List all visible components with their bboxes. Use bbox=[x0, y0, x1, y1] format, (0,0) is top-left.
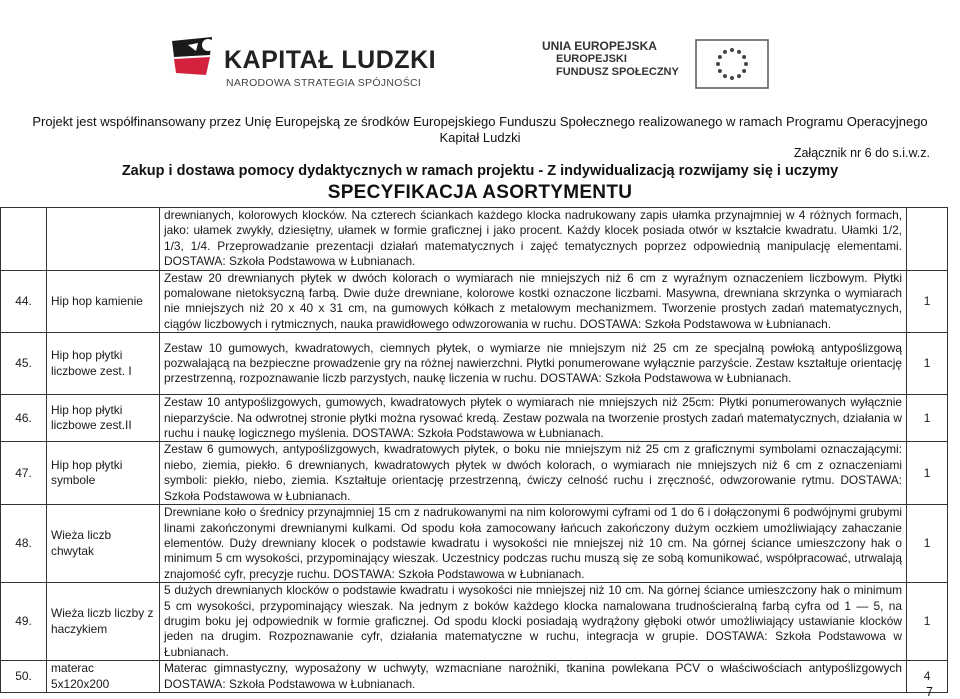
page-number: 7 bbox=[926, 685, 933, 699]
cofinancing-line-2: Kapitał Ludzki bbox=[439, 130, 521, 145]
cofinancing-line-1: Projekt jest współfinansowany przez Unię Europejską ze środków Europejskiego Funduszu Społecznego realizowanego w ramach Programu Operacyjnego bbox=[32, 114, 928, 129]
cell-name: materac 5x120x200 bbox=[47, 661, 160, 693]
cell-no: 45. bbox=[1, 333, 47, 395]
cell-desc: Zestaw 6 gumowych, antypoślizgowych, kwadratowych płytek, o boku nie mniejszym niż 25 cm z graficznymi symbolami oznaczającymi: niebo, ziemia, piekło. 6 drewnianych, kwadratowych płytek w dwóch kolorach, o wymiarach nie mniejszych niż 6 cm z oznaczeniami symboli: piekło, niebo, ziemia. Kształtuje orientację przestrzenną, ćwiczy celność ruchu i zręczność, odwzorowanie rytmu. DOSTAWA: Szkoła Podstawowa w Łubnianach. bbox=[160, 442, 907, 505]
cell-desc: Drewniane koło o średnicy przynajmniej 15 cm z nadrukowanymi na nim kolorowymi cyframi od 1 do 6 i dołączonymi 6 podwójnymi grubymi linami zakończonymi drewnianymi kulkami. Od spodu koła zamocowany łańcuch zakończony dużym oczkiem umożliwiający zahaczanie elementów. Duży drewniany klocek o podstawie kwadratu i wysokości nie mniejszej niż 10 cm. Na górnej ściance umieszczony hak o minimum 5 cm wysokości, przypominający wieszak. Uczestnicy podczas ruchu muszą się ze sobą komunikować, współpracować, utrwalają znajomość cyfr, precyzje ruchu. DOSTAWA: Szkoła Podstawowa w Łubnianach. bbox=[160, 505, 907, 583]
cell-name bbox=[47, 208, 160, 271]
eu-star-icon bbox=[718, 55, 722, 59]
attachment-label: Załącznik nr 6 do s.i.w.z. bbox=[793, 146, 930, 160]
cell-no: 44. bbox=[1, 270, 47, 333]
cell-name: Hip hop płytki liczbowe zest. I bbox=[47, 333, 160, 395]
tender-title: Zakup i dostawa pomocy dydaktycznych w ramach projektu - Z indywidualizacją rozwijamy się i uczymy bbox=[121, 163, 839, 179]
cell-name: Hip hop płytki symbole bbox=[47, 442, 160, 505]
eu-star-icon bbox=[742, 55, 746, 59]
eu-line-3: FUNDUSZ SPOŁECZNY bbox=[556, 66, 679, 78]
eu-star-icon bbox=[737, 50, 741, 54]
cell-qty bbox=[907, 208, 948, 271]
cell-desc: Zestaw 10 antypoślizgowych, gumowych, kwadratowych płytek o wymiarach nie mniejszych niż 25cm: Płytki ponumerowanych wyłącznie nieparzyście. Na odwrotnej stronie płytki można rysować kredą. Zestaw pozwala na tworzenie prostych zadań matematycznych, działania w ruchu i naukę logicznego myślenia. DOSTAWA: Szkoła Podstawowa w Łubnianach. bbox=[160, 395, 907, 442]
cell-qty: 1 bbox=[907, 505, 948, 583]
eu-star-icon bbox=[730, 48, 734, 52]
kapital-ludzki-subtitle: NARODOWA STRATEGIA SPÓJNOŚCI bbox=[226, 77, 422, 89]
cell-no: 49. bbox=[1, 583, 47, 661]
table-row bbox=[1, 270, 948, 333]
eu-star-icon bbox=[744, 62, 748, 66]
cell-qty: 1 bbox=[907, 583, 948, 661]
eu-star-icon bbox=[737, 74, 741, 78]
eu-star-icon bbox=[730, 76, 734, 80]
cell-no: 48. bbox=[1, 505, 47, 583]
eu-star-icon bbox=[716, 62, 720, 66]
spec-table bbox=[0, 207, 948, 693]
table-row bbox=[1, 395, 948, 442]
cell-name: Hip hop płytki liczbowe zest.II bbox=[47, 395, 160, 442]
cell-name: Wieża liczb liczby z haczykiem bbox=[47, 583, 160, 661]
table-row bbox=[1, 583, 948, 661]
eu-star-icon bbox=[723, 74, 727, 78]
cell-qty: 1 bbox=[907, 270, 948, 333]
kapital-ludzki-logo bbox=[168, 32, 437, 94]
cell-no bbox=[1, 208, 47, 271]
eu-star-icon bbox=[742, 69, 746, 73]
table-row bbox=[1, 442, 948, 505]
cell-no: 50. bbox=[1, 661, 47, 693]
eu-line-2: EUROPEJSKI bbox=[556, 53, 627, 65]
eu-text bbox=[542, 40, 679, 79]
cell-desc: Zestaw 10 gumowych, kwadratowych, ciemnych płytek, o wymiarze nie mniejszym niż 25 cm ze specjalną powłoką antypoślizgową pozwalającą na bezpieczne prowadzenie gry na różnej nawierzchni. Płytki ponumerowane wyłącznie parzyście. Zestaw kształtuje orientację przestrzenną, rozpoznawanie liczb parzystych, naukę liczenia w ruchu. DOSTAWA: Szkoła Podstawowa w Łubnianach. bbox=[160, 333, 907, 395]
cell-desc: Zestaw 20 drewnianych płytek w dwóch kolorach o wymiarach nie mniejszych niż 6 cm z wyraźnym oznaczeniem liczbowym. Płytki pomalowane nietoksyczną farbą. Dwie duże drewniane, kolorowe kostki oznaczone liczbami. Masywna, drewniana skrzynka o wymiarach nie mniejszych niż 20 x 40 x 31 cm, na gumowych kółkach z metalowym mechanizmem. Tworzenie prostych zadań matematycznych, ciągów liczbowych i rytmicznych, nauka prawidłowego odwzorowania w ruchu. DOSTAWA: Szkoła Podstawowa w Łubnianach. bbox=[160, 270, 907, 333]
logo-bar bbox=[0, 0, 960, 110]
cofinancing-note bbox=[0, 114, 960, 146]
cell-no: 47. bbox=[1, 442, 47, 505]
cell-desc: Materac gimnastyczny, wyposażony w uchwyty, wzmacniane narożniki, tkanina powlekana PCV o właściwościach antypoślizgowych DOSTAWA: Szkoła Podstawowa w Łubnianach. bbox=[160, 661, 907, 693]
cell-no: 46. bbox=[1, 395, 47, 442]
cell-qty: 1 bbox=[907, 333, 948, 395]
table-row bbox=[1, 333, 948, 395]
eu-star-icon bbox=[718, 69, 722, 73]
kapital-ludzki-flag-icon bbox=[168, 35, 224, 77]
kapital-ludzki-title: KAPITAŁ LUDZKI bbox=[224, 46, 437, 74]
eu-line-1: UNIA EUROPEJSKA bbox=[542, 39, 657, 53]
cell-qty: 1 bbox=[907, 395, 948, 442]
cell-desc: drewnianych, kolorowych klocków. Na czterech ściankach każdego klocka nadrukowany zapis ułamka przynajmniej w 4 różnych formach, jako: ułamek zwykły, dziesiętny, ułamek w formie graficznej i jako procent. Każdy klocek posiada otwór w kształcie kwadratu. Ułamki 1/2, 1/3, 1/4. Przeprowadzanie prezentacji działań matematycznych i zajęć tematycznych poprzez odpowiednią manipulację elementami. DOSTAWA: Szkoła Podstawowa w Łubnianach. bbox=[160, 208, 907, 271]
cell-name: Hip hop kamienie bbox=[47, 270, 160, 333]
cell-name: Wieża liczb chwytak bbox=[47, 505, 160, 583]
eu-star-icon bbox=[723, 50, 727, 54]
table-row bbox=[1, 505, 948, 583]
table-row bbox=[1, 661, 948, 693]
cell-desc: 5 dużych drewnianych klocków o podstawie kwadratu i wysokości nie mniejszej niż 10 cm. Na górnej ściance umieszczony hak o minimum 5 cm wysokości, przypominający wieszak. Na jednym z boków każdego klocka namalowana trudnościeralną farbą cyfra od 1 — 5, na drugim boku jej odpowiednik w formie graficznej. Od spodu klocki posiadają wydrążony głęboki otwór umożliwiający ustawianie klocków jeden na drugim. Rozpoznawanie cyfr, działania matematyczne w ruchu, integracja w grupie. DOSTAWA: Szkoła Podstawowa w Łubnianach. bbox=[160, 583, 907, 661]
cell-qty: 1 bbox=[907, 442, 948, 505]
eu-flag-icon bbox=[692, 36, 772, 92]
spec-title: SPECYFIKACJA ASORTYMENTU bbox=[327, 182, 633, 203]
table-row-continuation bbox=[1, 208, 948, 271]
cell-qty: 4 bbox=[907, 661, 948, 693]
eu-fund-logo bbox=[520, 28, 780, 98]
